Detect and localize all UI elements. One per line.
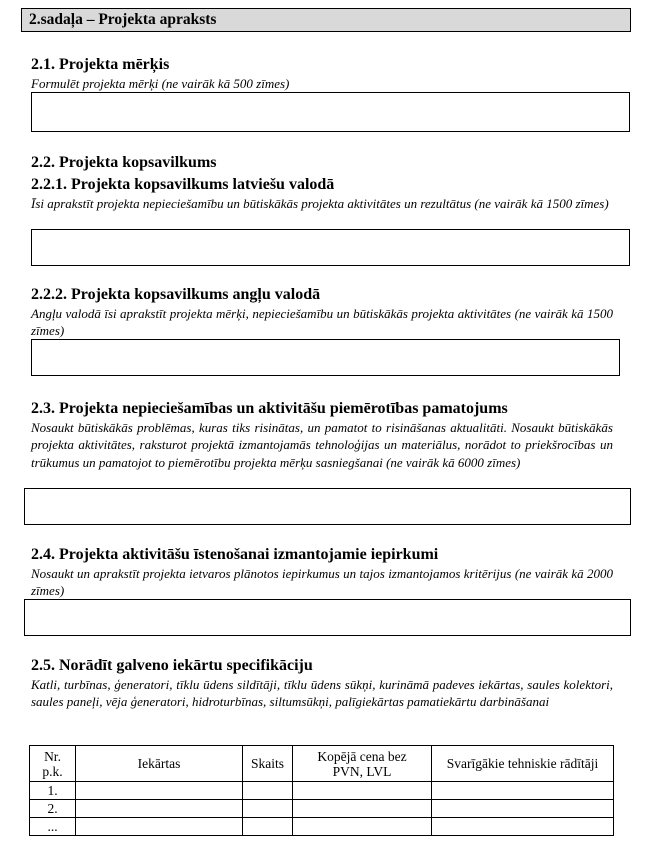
hint-2-1: Formulēt projekta mērķi (ne vairāk kā 500 zīmes): [31, 76, 290, 91]
col-header-tech: Svarīgākie tehniskie rādītāji: [432, 746, 614, 782]
cell-nr: 2.: [30, 800, 76, 818]
cell-tech[interactable]: [432, 800, 614, 818]
summary-english-field[interactable]: [31, 339, 620, 376]
cell-equipment[interactable]: [76, 800, 243, 818]
col-header-count: Skaits: [243, 746, 293, 782]
cell-count[interactable]: [243, 818, 293, 836]
table-header-row: [30, 746, 614, 782]
cell-equipment[interactable]: [76, 818, 243, 836]
heading-2-2-2: 2.2.2. Projekta kopsavilkums angļu valodā: [31, 286, 321, 303]
hint-2-4: Nosaukt un aprakstīt projekta ietvaros plānotos iepirkumus un tajos izmantojamos kritērijus (ne vairāk kā 2000 zīmes): [31, 566, 613, 599]
col-header-price-line2: PVN, LVL: [332, 763, 392, 779]
heading-2-1: 2.1. Projekta mērķis: [31, 56, 170, 73]
table-row: [30, 782, 614, 800]
heading-2-2: 2.2. Projekta kopsavilkums: [31, 154, 217, 171]
hint-2-2-2: Angļu valodā īsi aprakstīt projekta mērķi, nepieciešamību un būtiskākās projekta aktivitātes (ne vairāk kā 1500 zīmes): [31, 306, 613, 339]
summary-latvian-field[interactable]: [31, 229, 630, 266]
cell-tech[interactable]: [432, 818, 614, 836]
cell-price[interactable]: [293, 818, 432, 836]
heading-2-4: 2.4. Projekta aktivitāšu īstenošanai izmantojamie iepirkumi: [31, 546, 439, 563]
cell-equipment[interactable]: [76, 782, 243, 800]
col-header-nr-line2: p.k.: [42, 763, 63, 779]
cell-nr: 1.: [30, 782, 76, 800]
procurement-field[interactable]: [24, 599, 631, 636]
cell-count[interactable]: [243, 782, 293, 800]
col-header-price: [293, 746, 432, 782]
col-header-nr-line1: Nr.: [44, 748, 61, 764]
project-goal-field[interactable]: [31, 92, 630, 132]
equipment-spec-table: [29, 745, 614, 836]
col-header-nr: [30, 746, 76, 782]
cell-count[interactable]: [243, 800, 293, 818]
section-title: 2.sadaļa – Projekta apraksts: [21, 8, 631, 32]
heading-2-5: 2.5. Norādīt galveno iekārtu specifikāciju: [31, 657, 313, 674]
cell-price[interactable]: [293, 782, 432, 800]
table-row: [30, 818, 614, 836]
table-row: [30, 800, 614, 818]
hint-2-3: Nosaukt būtiskākās problēmas, kuras tiks risinātas, un pamatot to risināšanas aktualitāti. Nosaukt būtiskākās projekta aktivitātes, raksturot projektā izmantojamās tehnoloģijas un materiālus, norādot to priekšrocības un trūkumus un pamatojot to piemērotību projekta mērķu sasniegšanai (ne vairāk kā 6000 zīmes): [31, 420, 613, 470]
cell-tech[interactable]: [432, 782, 614, 800]
cell-nr: ...: [30, 818, 76, 836]
heading-2-3: 2.3. Projekta nepieciešamības un aktivitāšu piemērotības pamatojums: [31, 400, 508, 417]
hint-2-2-1: Īsi aprakstīt projekta nepieciešamību un būtiskākās projekta aktivitātes un rezultātus (ne vairāk kā 1500 zīmes): [31, 196, 609, 211]
col-header-equipment: Iekārtas: [76, 746, 243, 782]
heading-2-2-1: 2.2.1. Projekta kopsavilkums latviešu valodā: [31, 176, 335, 193]
justification-field[interactable]: [24, 488, 631, 525]
hint-2-5: Katli, turbīnas, ģeneratori, tīklu ūdens sildītāji, tīklu ūdens sūkņi, kurināmā padeves iekārtas, saules kolektori, saules paneļi, vēja ģeneratori, hidroturbīnas, siltumsūkņi, palīgiekārtas pamatiekārtu darbināšanai: [31, 677, 613, 710]
cell-price[interactable]: [293, 800, 432, 818]
col-header-price-line1: Kopējā cena bez: [317, 748, 407, 764]
